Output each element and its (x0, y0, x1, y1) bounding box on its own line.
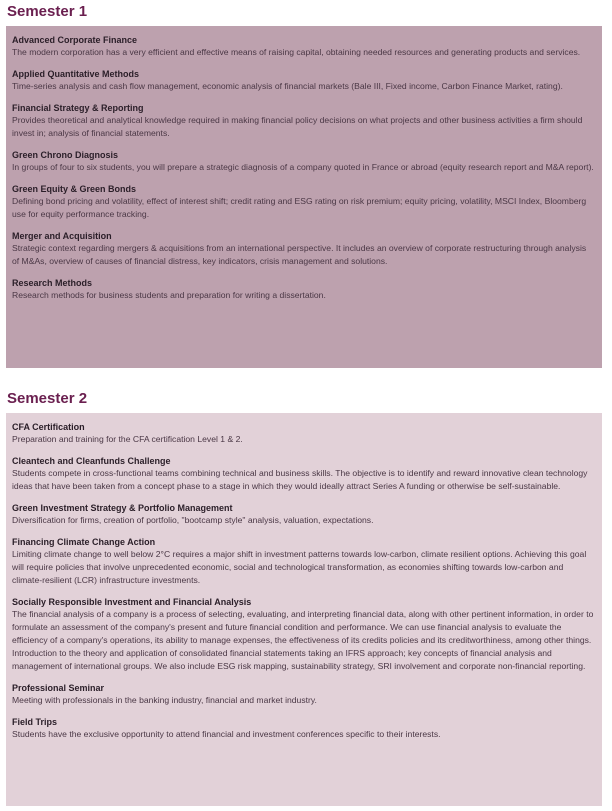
course-title: Research Methods (12, 278, 93, 288)
course-title: Field Trips (12, 717, 58, 727)
course-item (12, 596, 595, 673)
course-item (12, 421, 595, 446)
course-item (12, 102, 595, 140)
course-title: Green Equity & Green Bonds (12, 184, 137, 194)
course-title: Green Chrono Diagnosis (12, 150, 119, 160)
course-description: Students compete in cross-functional teams combining technical and business skills. The objective is to identify and reward innovative clean technology ideas that have been taken from a concept phase to a stage in which they would ideally attract Series A funding or otherwise be self-sustainable. (12, 468, 588, 491)
course-item (12, 230, 595, 268)
semester-2-section (6, 390, 602, 806)
semester-2-title: Semester 2 (7, 390, 88, 407)
course-description: Students have the exclusive opportunity to attend financial and investment conferences specific to their interests. (12, 729, 441, 739)
course-description: In groups of four to six students, you will prepare a strategic diagnosis of a company quoted in France or abroad (equity research report and M&A report). (12, 162, 594, 172)
course-title: Cleantech and Cleanfunds Challenge (12, 456, 171, 466)
course-description: The modern corporation has a very efficient and effective means of raising capital, obtaining needed resources and generating products and services. (12, 47, 581, 57)
course-description: Research methods for business students and preparation for writing a dissertation. (12, 290, 326, 300)
semester-1-title: Semester 1 (7, 3, 88, 20)
course-item (12, 455, 595, 493)
course-description: Diversification for firms, creation of portfolio, "bootcamp style" analysis, valuation, expectations. (12, 515, 374, 525)
semester-1-section (6, 3, 602, 368)
course-item (12, 682, 595, 707)
course-description: Defining bond pricing and volatility, effect of interest shift; credit rating and ESG rating on risk premium; equity pricing, volatility, MSCI Index, Bloomberg use for equity performance tracking. (12, 196, 587, 219)
course-item (12, 149, 595, 174)
course-item (12, 502, 595, 527)
course-title: Green Investment Strategy & Portfolio Management (12, 503, 233, 513)
course-description: Meeting with professionals in the banking industry, financial and market industry. (12, 695, 317, 705)
course-title: Applied Quantitative Methods (12, 69, 140, 79)
course-description: Provides theoretical and analytical knowledge required in making financial policy decisions on what projects and other business activities a firm should invest in; analysis of financial statements. (12, 115, 583, 138)
course-item (12, 183, 595, 221)
course-description: Strategic context regarding mergers & acquisitions from an international perspective. It includes an overview of corporate restructuring through analysis of M&As, overview of causes of financial distress, key indicators, crisis management and solutions. (12, 243, 587, 266)
course-item (12, 34, 595, 59)
course-item (12, 536, 595, 587)
course-description: Preparation and training for the CFA certification Level 1 & 2. (12, 434, 243, 444)
semester-2-course-list (6, 413, 602, 806)
course-title: Advanced Corporate Finance (12, 35, 138, 45)
course-title: Financing Climate Change Action (12, 537, 156, 547)
course-title: Merger and Acquisition (12, 231, 112, 241)
course-description: Time-series analysis and cash flow management, economic analysis of financial markets (Bale III, Fixed income, Carbon Finance Market, rating). (12, 81, 563, 91)
course-description: Limiting climate change to well below 2°C requires a major shift in investment patterns towards low-carbon, climate resilient options. Achieving this goal will require policies that involve unprecedented economic, social and technological transformation, as economies shifting towards low-carbon and climate-resilient (LCR) infrastructure investments. (12, 549, 587, 585)
course-title: Financial Strategy & Reporting (12, 103, 144, 113)
course-title: CFA Certification (12, 422, 85, 432)
semester-1-course-list (6, 26, 602, 368)
course-item (12, 277, 595, 302)
course-description: The financial analysis of a company is a process of selecting, evaluating, and interpreting financial data, along with other pertinent information, in order to formulate an assessment of the company's present and future financial condition and performance. We can use financial analysis to evaluate the efficiency of a company's operations, its ability to manage expenses, the effectiveness of its credits policies and its creditworthiness, among other things. Introduction to the theory and application of consolidated financial statements taking an IFRS approach; key concepts of financial analysis and management of international groups. We also include ESG risk mapping, sustainability strategy, SRI involvement and corporate non-financial reporting. (12, 609, 594, 671)
course-item (12, 68, 595, 93)
course-item (12, 716, 595, 741)
course-title: Socially Responsible Investment and Financial Analysis (12, 597, 252, 607)
course-title: Professional Seminar (12, 683, 105, 693)
